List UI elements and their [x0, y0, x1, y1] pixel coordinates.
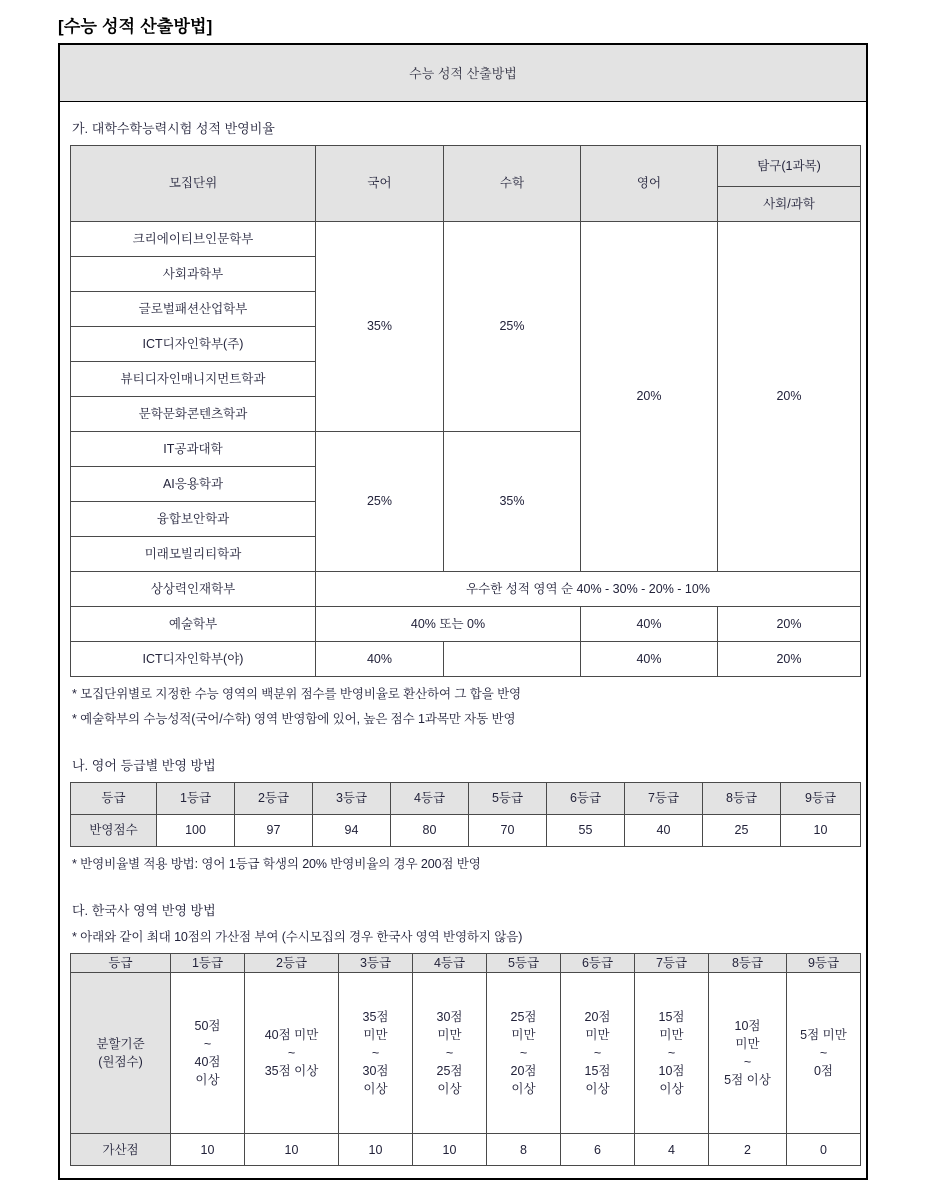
- criteria-line: 10점: [658, 1064, 685, 1079]
- score-cell: 25: [703, 815, 781, 847]
- criteria-line: 40점: [194, 1055, 221, 1070]
- criteria-line: 10점: [734, 1018, 761, 1033]
- unit-cell: 크리에이티브인문학부: [71, 222, 316, 257]
- history-grade-table: [70, 953, 861, 1166]
- english-grade-table: [70, 782, 861, 847]
- bonus-cell: 10: [339, 1134, 413, 1166]
- col-header-inquiry-sub: 사회/과학: [718, 187, 861, 222]
- criteria-line: 40점 미만: [264, 1027, 319, 1042]
- english-grade-table-body: [71, 783, 861, 847]
- criteria-line: 미만: [585, 1027, 610, 1042]
- art-inquiry-ratio: 20%: [718, 607, 861, 642]
- banner-title: 수능 성적 산출방법: [60, 45, 866, 102]
- criteria-line: 20점: [510, 1064, 537, 1079]
- ict-night-math-ratio: [444, 642, 581, 677]
- table-row: [71, 222, 861, 257]
- table-row: [71, 572, 861, 607]
- grade-header: 5등급: [469, 783, 547, 815]
- criteria-line: 5점 이상: [724, 1073, 771, 1088]
- criteria-cell: [339, 973, 413, 1134]
- inquiry-ratio-shared: 20%: [718, 222, 861, 572]
- grade-header: 4등급: [391, 783, 469, 815]
- score-cell: 94: [313, 815, 391, 847]
- criteria-line: 30점: [362, 1064, 389, 1079]
- section-a-label: 가. 대학수학능력시험 성적 반영비율: [72, 121, 275, 136]
- section-a-note-1: * 모집단위별로 지정한 수능 영역의 백분위 점수를 반영비율로 환산하여 그 합을 반영: [72, 687, 522, 701]
- criteria-line: 25점: [436, 1064, 463, 1079]
- history-grade-table-body: [71, 954, 861, 1166]
- grade-header: 8등급: [709, 954, 787, 973]
- grade-header: 3등급: [339, 954, 413, 973]
- unit-cell: ICT디자인학부(주): [71, 327, 316, 362]
- spacer: [70, 727, 856, 749]
- criteria-line: 35점: [362, 1009, 389, 1024]
- score-cell: 10: [781, 815, 861, 847]
- bonus-cell: 0: [787, 1134, 861, 1166]
- bonus-cell: 4: [635, 1134, 709, 1166]
- criteria-line: 이상: [363, 1082, 388, 1097]
- criteria-line: ~: [743, 1055, 752, 1070]
- score-cell: 70: [469, 815, 547, 847]
- criteria-cell: [709, 973, 787, 1134]
- grade-header: 2등급: [245, 954, 339, 973]
- grade-header: 9등급: [781, 783, 861, 815]
- grade-header: 1등급: [171, 954, 245, 973]
- unit-cell: 융합보안학과: [71, 502, 316, 537]
- page-title: [수능 성적 산출방법]: [58, 17, 213, 36]
- col-header-unit: 모집단위: [71, 146, 316, 222]
- criteria-line: 35점 이상: [264, 1064, 319, 1079]
- ratio-table-head: [71, 146, 861, 222]
- row-header-grade: 등급: [71, 954, 171, 973]
- criteria-line: 미만: [437, 1027, 462, 1042]
- criteria-line: 이상: [585, 1082, 610, 1097]
- criteria-line: 미만: [363, 1027, 388, 1042]
- table-header-row: [71, 146, 861, 187]
- col-header-english: 영어: [581, 146, 718, 222]
- ict-night-inquiry-ratio: 20%: [718, 642, 861, 677]
- spacer: [70, 872, 856, 894]
- unit-cell: 사회과학부: [71, 257, 316, 292]
- criteria-line: 20점: [584, 1009, 611, 1024]
- grade-header: 1등급: [157, 783, 235, 815]
- document-body: [60, 102, 866, 1178]
- col-header-math: 수학: [444, 146, 581, 222]
- unit-cell: 상상력인재학부: [71, 572, 316, 607]
- section-c-label: 다. 한국사 영역 반영 방법: [72, 903, 216, 918]
- math-ratio-group1: 25%: [444, 222, 581, 432]
- grade-header: 4등급: [413, 954, 487, 973]
- score-cell: 80: [391, 815, 469, 847]
- section-c-note: * 아래와 같이 최대 10점의 가산점 부여 (수시모집의 경우 한국사 영역 반영하지 않음): [72, 930, 523, 944]
- grade-header: 5등급: [487, 954, 561, 973]
- creative-ratio-text: 우수한 성적 영역 순 40% - 30% - 20% - 10%: [316, 572, 861, 607]
- criteria-cell: [245, 973, 339, 1134]
- criteria-cell: [787, 973, 861, 1134]
- grade-header: 2등급: [235, 783, 313, 815]
- row-header-criteria: [71, 973, 171, 1134]
- criteria-line: 미만: [659, 1027, 684, 1042]
- criteria-line: 0점: [813, 1064, 834, 1079]
- grade-header: 7등급: [625, 783, 703, 815]
- section-b-label: 나. 영어 등급별 반영 방법: [72, 758, 216, 773]
- bonus-cell: 10: [171, 1134, 245, 1166]
- unit-cell: 글로벌패션산업학부: [71, 292, 316, 327]
- score-cell: 100: [157, 815, 235, 847]
- grade-header: 3등급: [313, 783, 391, 815]
- criteria-line: 25점: [510, 1009, 537, 1024]
- criteria-line: ~: [445, 1046, 454, 1061]
- unit-cell: ICT디자인학부(야): [71, 642, 316, 677]
- criteria-line: 50점: [194, 1018, 221, 1033]
- section-b-note: * 반영비율별 적용 방법: 영어 1등급 학생의 20% 반영비율의 경우 200점 반영: [72, 857, 481, 871]
- criteria-line: 미만: [735, 1037, 760, 1051]
- table-header-row: [71, 783, 861, 815]
- art-korean-math-ratio: 40% 또는 0%: [316, 607, 581, 642]
- criteria-line: 미만: [511, 1027, 536, 1042]
- table-row: [71, 642, 861, 677]
- bonus-cell: 10: [413, 1134, 487, 1166]
- bonus-cell: 8: [487, 1134, 561, 1166]
- unit-cell: IT공과대학: [71, 432, 316, 467]
- table-row: [71, 815, 861, 847]
- table-row: [71, 973, 861, 1134]
- grade-header: 6등급: [561, 954, 635, 973]
- unit-cell: AI응용학과: [71, 467, 316, 502]
- korean-ratio-group1: 35%: [316, 222, 444, 432]
- criteria-cell: [635, 973, 709, 1134]
- ict-night-english-ratio: 40%: [581, 642, 718, 677]
- criteria-line: 이상: [195, 1073, 220, 1088]
- criteria-line: 이상: [437, 1082, 462, 1097]
- ict-night-korean-ratio: 40%: [316, 642, 444, 677]
- score-cell: 55: [547, 815, 625, 847]
- row-header-grade: 등급: [71, 783, 157, 815]
- row-header-score: 반영점수: [71, 815, 157, 847]
- table-row: [71, 1134, 861, 1166]
- unit-cell: 뷰티디자인매니지먼트학과: [71, 362, 316, 397]
- unit-cell: 문학문화콘텐츠학과: [71, 397, 316, 432]
- col-header-inquiry: 탐구(1과목): [718, 146, 861, 187]
- bonus-cell: 10: [245, 1134, 339, 1166]
- criteria-cell: [171, 973, 245, 1134]
- grade-header: 6등급: [547, 783, 625, 815]
- bonus-cell: 2: [709, 1134, 787, 1166]
- criteria-label-line2: (원점수): [98, 1055, 143, 1070]
- criteria-line: 5점 미만: [800, 1027, 847, 1042]
- grade-header: 8등급: [703, 783, 781, 815]
- math-ratio-group2: 35%: [444, 432, 581, 572]
- criteria-label-line1: 분할기준: [96, 1037, 145, 1051]
- criteria-line: 30점: [436, 1009, 463, 1024]
- criteria-cell: [413, 973, 487, 1134]
- english-ratio-shared: 20%: [581, 222, 718, 572]
- criteria-line: ~: [593, 1046, 602, 1061]
- document-frame: [58, 43, 868, 1180]
- table-row: [71, 607, 861, 642]
- criteria-cell: [487, 973, 561, 1134]
- col-header-korean: 국어: [316, 146, 444, 222]
- criteria-line: ~: [371, 1046, 380, 1061]
- art-english-ratio: 40%: [581, 607, 718, 642]
- criteria-line: ~: [203, 1037, 212, 1051]
- criteria-line: 이상: [659, 1082, 684, 1097]
- section-a-note-2: * 예술학부의 수능성적(국어/수학) 영역 반영함에 있어, 높은 점수 1과목만 자동 반영: [72, 712, 516, 726]
- korean-ratio-group2: 25%: [316, 432, 444, 572]
- ratio-table-body: [71, 222, 861, 677]
- ratio-table: [70, 145, 861, 677]
- criteria-line: 15점: [584, 1064, 611, 1079]
- criteria-line: ~: [667, 1046, 676, 1061]
- grade-header: 7등급: [635, 954, 709, 973]
- table-header-row: [71, 954, 861, 973]
- criteria-line: ~: [819, 1046, 828, 1061]
- criteria-line: ~: [519, 1046, 528, 1061]
- score-cell: 97: [235, 815, 313, 847]
- criteria-line: 15점: [658, 1009, 685, 1024]
- row-header-bonus: 가산점: [71, 1134, 171, 1166]
- criteria-cell: [561, 973, 635, 1134]
- score-cell: 40: [625, 815, 703, 847]
- unit-cell: 예술학부: [71, 607, 316, 642]
- bonus-cell: 6: [561, 1134, 635, 1166]
- criteria-line: 이상: [511, 1082, 536, 1097]
- grade-header: 9등급: [787, 954, 861, 973]
- criteria-line: ~: [287, 1046, 296, 1061]
- unit-cell: 미래모빌리티학과: [71, 537, 316, 572]
